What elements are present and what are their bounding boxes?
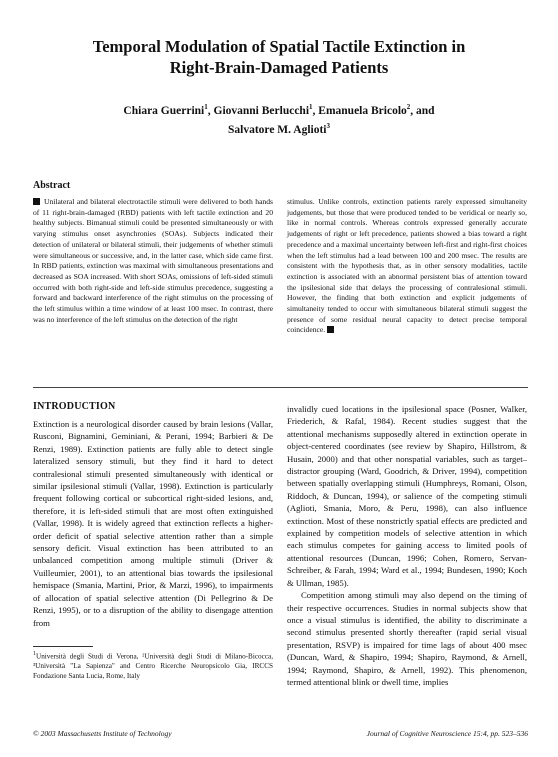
- author-name: Salvatore M. Aglioti: [228, 123, 327, 136]
- intro-right-column: [287, 403, 527, 688]
- intro-paragraph: invalidly cued locations in the ipsilesional space (Posner, Walker, Friederich, & Rafal, 1984). Recent studies suggest that the attentional mechanisms supposedly altered in extinction operate in object-centered coordinates (see review by Shapiro, Hillstrom, & Husain, 2000) and that other nonspatial variables, such as target–distractor grouping (Ward, Goodrich, & Driver, 1994), competition between spatially overlapping stimuli (Humphreys, Romani, Olson, Riddoch, & Duncan, 1994), or salience of the competing stimuli (Aglioti, Smania, Moro, & Peru, 1998), can also influence extinction. Most of these nonstrictly spatial effects are predicted and explained by competition models of selective attention in which each stimulus competes for gaining access to limited pools of attentional resources (Duncan, 1996; Cohen, Romero, Servan-Schreiber, & Farah, 1994; Ward et al., 1994; Bundesen, 1990; Koch & Ullman, 1985).: [287, 404, 527, 588]
- abstract-heading: Abstract: [33, 180, 71, 191]
- footnote-rule: [33, 646, 93, 647]
- intro-paragraph: Extinction is a neurological disorder caused by brain lesions (Vallar, Rusconi, Bignamini, Geminiani, & Perani, 1994; Barbieri & De Renzi, 1989). Extinction patients are fully able to detect single lateralized sensory stimuli, but they find it hard to detect contralesional stimuli presented simultaneously with identical or similar ipsilesional stimuli (Vallar, 1998). Extinction is particularly frequent following cortical or subcortical right-sided lesions, and, therefore, it is left-sided stimuli that are most often extinguished (Vallar, 1998). It is widely agreed that extinction reflects a higher-order deficit of spatial selective attention rather than a simple sensory deficit. Visual extinction has been attributed to an unbalanced competition among multiple stimuli (Driver & Vuilleumier, 2001), to an attentional bias towards the ipsilesional hemispace (Smania, Martini, Prior, & Marzi, 1996), to impairments of allocation of spatial selective attention (Di Pellegrino & De Renzi, 1995), or to a disruption of the ability to disengage attention from: [33, 419, 273, 628]
- intro-paragraph: Competition among stimuli may also depend on the timing of their respective occurrences. Studies in normal subjects show that once a visual stimulus is identified, the ability to discriminate a second stimulus presented shortly thereafter (rapid serial visual presentation, RSVP) is impaired for time lags of about 400 msec (Duncan, Ward, & Shapiro, 1994; Shapiro, Raymond, & Arnell, 1994; Raymond, Shapiro, & Arnell, 1992). This phenomenon, termed attentional blink or dwell time, implies: [287, 590, 527, 687]
- copyright-footer: © 2003 Massachusetts Institute of Technology: [33, 729, 172, 738]
- article-title: [30, 36, 528, 78]
- title-line-2: Right-Brain-Damaged Patients: [169, 58, 389, 77]
- footnote-mark: 1: [33, 651, 36, 657]
- author-affiliation-mark: 1: [309, 103, 313, 111]
- author-name: Chiara Guerrini: [123, 104, 205, 117]
- square-bullet-icon: [33, 198, 40, 205]
- abstract-left-column: [33, 197, 273, 325]
- section-divider: [33, 387, 528, 388]
- author-affiliation-mark: 3: [326, 121, 330, 130]
- introduction-heading: INTRODUCTION: [33, 401, 116, 412]
- author-name: Giovanni Berlucchi: [213, 104, 310, 117]
- end-square-icon: [327, 326, 334, 333]
- abstract-text-left: Unilateral and bilateral electrotactile stimuli were delivered to both hands of 11 right-brain-damaged (RBD) patients with left tactile extinction and 20 healthy subjects. Bimanual stimuli could be presented simultaneously or with varying stimulus onset asynchronies (SOAs). Subjects indicated their detection of unilateral or bilateral stimuli, their judgements of whether stimuli were simultaneous or successive, and, in the latter case, which side came first. In RBD patients, extinction was maximal with simultaneous presentations and decreased as SOA increased. With short SOAs, omissions of left-sided stimuli occurred with both right-side and left-side stimulus precedence, suggesting a forward and backward interference of the right stimulus on the processing of the left stimulus within a time window of at least 100 msec. In contrast, there was no interference of the left stimulus on the detection of the right: [33, 197, 273, 324]
- abstract-right-column: [287, 197, 527, 336]
- title-line-1: Temporal Modulation of Spatial Tactile Extinction in: [92, 37, 466, 56]
- intro-left-column: [33, 418, 273, 629]
- footnote-text: Università degli Studi di Verona, ²Università degli Studi di Milano-Bicocca, ³Università "La Sapienza" and Centro Ricerche Neuropsicolo Gia, IRCCS Fondazione Santa Lucia, Rome, Italy: [33, 652, 273, 680]
- abstract-text-right: stimulus. Unlike controls, extinction patients rarely expressed simultaneity judgements, but those that were produced tended to be veridical or nearly so, like in normal controls. Whereas controls expressed generally accurate judgements of right or left precedence, patients showed a bias toward a right precedence and a maximal uncertainty between left-first and right-first choices when the left stimulus had a lead between 100 and 200 msec. The results are consistent with the hypothesis that, as in other sensory modalities, tactile extinction is associated with an abnormal persistent bias of attention toward the ipsilesional side that delays the processing of contralesional stimuli. However, the finding that both extinction and explicit judgements of simultaneity tended to occur with simultaneous bilateral stimuli suggest the presence of some residual neural capacity to detect precise temporal coincidence.: [287, 197, 527, 335]
- author-name: Emanuela Bricolo: [318, 104, 407, 117]
- author-affiliation-mark: 2: [406, 103, 411, 111]
- affiliations-footnote: [33, 650, 273, 682]
- author-affiliation-mark: 1: [204, 103, 208, 111]
- author-list: Chiara Guerrini$^1$, Giovanni Berlucchi$^1$, Emanuela Bricolo$^2$, and Salvatore M. Aglioti$^3$: [123, 103, 435, 136]
- journal-citation-footer: Journal of Cognitive Neuroscience 15:4, pp. 523–536: [366, 729, 528, 738]
